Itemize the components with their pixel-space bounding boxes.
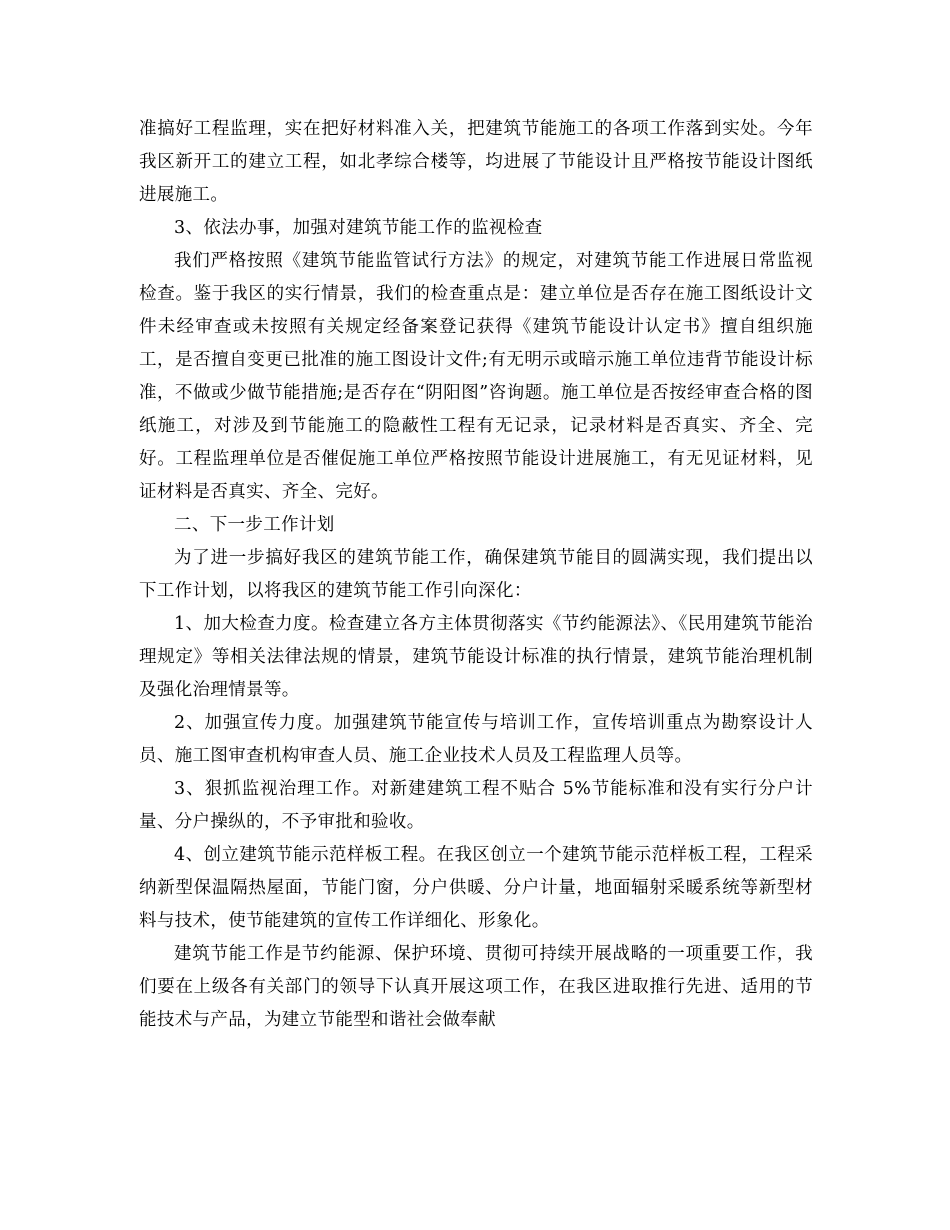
plan-item-1: 1、加大检查力度。检查建立各方主体贯彻落实《节约能源法》、《民用建筑节能治理规定》等相关法律法规的情景，建筑节能设计标准的执行情景，建筑节能治理机制及强化治理情景等。	[139, 614, 813, 700]
section-heading-next-plan: 二、下一步工作计划	[174, 515, 335, 535]
paragraph-1: 准搞好工程监理，实在把好材料准入关，把建筑节能施工的各项工作落到实处。今年我区新开工的建立工程，如北孝综合楼等，均进展了节能设计且严格按节能设计图纸进展施工。	[139, 119, 813, 205]
paragraph-conclusion: 建筑节能工作是节约能源、保护环境、贯彻可持续开展战略的一项重要工作，我们要在上级各有关部门的领导下认真开展这项工作，在我区进取推行先进、适用的节能技术与产品，为建立节能型和谐社会做奉献	[139, 944, 813, 1030]
paragraph-plan-intro: 为了进一步搞好我区的建筑节能工作，确保建筑节能目的圆满实现，我们提出以下工作计划，以将我区的建筑节能工作引向深化：	[139, 548, 813, 601]
plan-item-2: 2、加强宣传力度。加强建筑节能宣传与培训工作，宣传培训重点为勘察设计人员、施工图审查机构审查人员、施工企业技术人员及工程监理人员等。	[139, 713, 813, 766]
plan-item-3: 3、狠抓监视治理工作。对新建建筑工程不贴合 5%节能标准和没有实行分户计量、分户操纵的，不予审批和验收。	[139, 779, 813, 832]
paragraph-inspection: 我们严格按照《建筑节能监管试行方法》的规定，对建筑节能工作进展日常监视检查。鉴于我区的实行情景，我们的检查重点是：建立单位是否存在施工图纸设计文件未经审查或未按照有关规定经备案登记获得《建筑节能设计认定书》擅自组织施工，是否擅自变更已批准的施工图设计文件;有无明示或暗示施工单位违背节能设计标准，不做或少做节能措施;是否存在“阴阳图”咨询题。施工单位是否按经审查合格的图纸施工，对涉及到节能施工的隐蔽性工程有无记录，记录材料是否真实、齐全、完好。工程监理单位是否催促施工单位严格按照节能设计进展施工，有无见证材料，见证材料是否真实、齐全、完好。	[139, 251, 813, 502]
section-heading-3: 3、依法办事，加强对建筑节能工作的监视检查	[174, 218, 543, 238]
plan-item-4: 4、创立建筑节能示范样板工程。在我区创立一个建筑节能示范样板工程，工程采纳新型保温隔热屋面，节能门窗，分户供暖、分户计量，地面辐射采暖系统等新型材料与技术，使节能建筑的宣传工作详细化、形象化。	[139, 845, 813, 931]
document-body	[139, 113, 813, 1037]
